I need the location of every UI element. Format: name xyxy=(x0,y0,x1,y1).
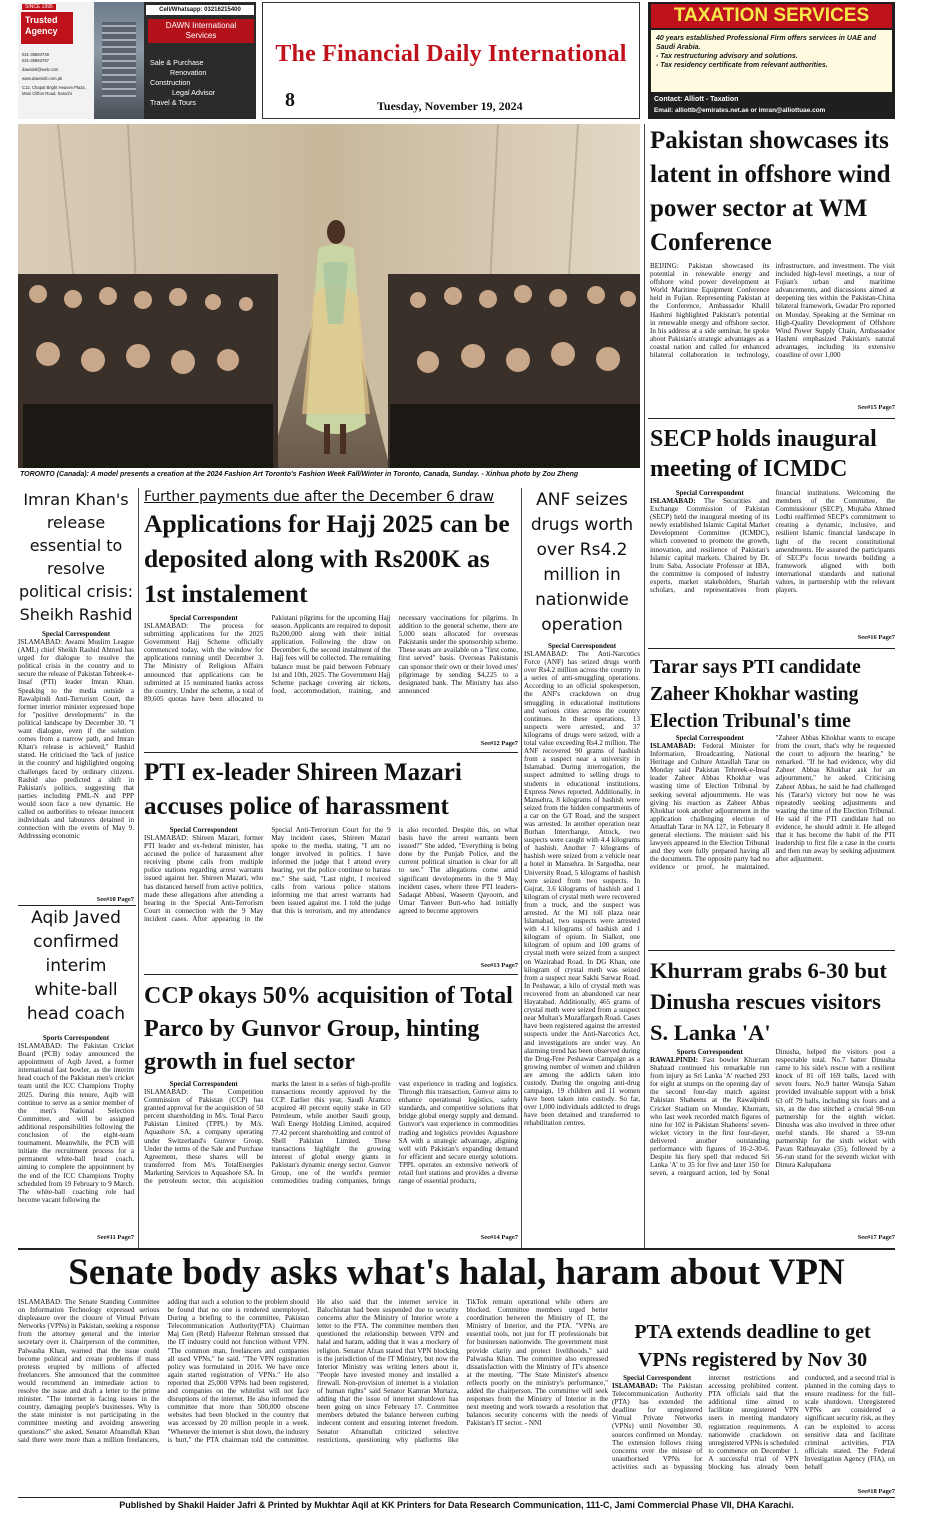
ad-tax-bullet-1: 40 years established Professional Firm offers services in UAE and Saudi Arabia. xyxy=(656,35,877,51)
imran-byline: Special Correspondent xyxy=(41,630,111,638)
divider-left-col xyxy=(138,488,139,1248)
hajj-columns xyxy=(144,614,518,740)
khurram-byline: Sports Correspondent xyxy=(676,1048,743,1056)
ad-service-3: Construction xyxy=(150,78,191,87)
imran-body: ISLAMABAD: Awami Muslim League (AML) chief Sheikh Rashid Ahmed has urged for dialogue to resolve the political crisis in the country and to secure the release of Pakistan Tehreek-e-Insaf (PTI) leader Imran Khan. Speaking to the media outside a Rawalpindi Anti-Terrorism Court, the former interior minister expressed hope for "positive developments" in the political landscape by December 30. "I want dialogue, even if the solution comes from a narrow path, and Imran Khan's release is achieved," Rashid stated. He criticised the 'lack of justice in the country' and highlighted ongoing challenges faced by ordinary citizens. Rashid also predicted a shift in Pakistan's politics, suggesting that parties including PML-N and PPP would soon face a new dynamic. He called on authorities to release innocent individuals and labourers detained in connection with the events of May 9. Addressing economic xyxy=(18,638,134,841)
hajj-body: ISLAMABAD: The process for submitting applications for the 2025 Government Hajj Scheme officially commenced today, with the window for applications running until December 3. The Ministry of Religious Affairs announced that applications can be submitted at 15 nominated banks across the country. Under the scheme, a total of 89,605 quotas have been allocated to Pakistani pilgrims for the upcoming Hajj season. Applicants are required to deposit Rs200,000 along with their initial application. Following the draw on December 6, the second instalment of the Hajj fees will be collected. The remaining balance must be paid between February 1st and 10th, 2025. The Government Hajj Scheme package covering air tickets, food, accommodation, training, and necessary vaccinations for pilgrims. In addition to the general scheme, there are 5,000 seats allocated for overseas Pakistanis under the sponsorship scheme. These seats are available on a "first come, first served" basis. Overseas Pakistanis can sponsor their own or their loved ones' pilgrimage by sending $4,225 to a designated bank. The Ministry has also announced xyxy=(144,614,518,703)
ad-brand-badge xyxy=(21,12,73,44)
ad-phone-1: 021-35864748 xyxy=(22,52,50,57)
secp-headline: SECP holds inaugural meeting of ICMDC xyxy=(650,426,877,482)
ad-phone-2: 021-35863767 xyxy=(22,58,50,63)
ad-tax-title: TAXATION SERVICES xyxy=(651,4,892,28)
ad-service-5: Travel & Tours xyxy=(150,98,196,107)
khurram-dateline: RAWALPINDI: xyxy=(650,1056,699,1064)
issue-date: Tuesday, November 19, 2024 xyxy=(377,99,523,113)
vpn-headline: Senate body asks what's halal, haram about VPN xyxy=(68,1252,845,1293)
secp-columns xyxy=(650,489,895,632)
pta-see-more[interactable]: See#18 Page7 xyxy=(857,1488,895,1495)
ad-brand-panel xyxy=(18,2,94,119)
ccp-see-more[interactable]: See#14 Page7 xyxy=(480,1234,518,1241)
divider-footer xyxy=(18,1497,895,1498)
khurram-columns xyxy=(650,1048,895,1234)
hajj-headline: Applications for Hajj 2025 can be deposited along with Rs200K as 1st instalement xyxy=(144,509,510,608)
aqib-byline: Sports Correspondent xyxy=(42,1034,110,1042)
ad-tax-email: Email: alliottb@emirates.net.ae or imran@alliottuae.com xyxy=(654,107,826,114)
photo-caption: TORONTO (Canada): A model presents a creation at the 2024 Fashion Art Toronto's Fashion Week Fall/Winter in Toronto, Canada, Sunday. - Xinhua photo by Zou Zheng xyxy=(20,471,579,478)
pta-dateline: ISLAMABAD: xyxy=(612,1382,658,1390)
hajj-see-more[interactable]: See#12 Page7 xyxy=(480,740,518,747)
ccp-columns xyxy=(144,1080,518,1234)
ccp-headline: CCP okays 50% acquisition of Total Parco by Gunvor Group, hinting growth in fuel sector xyxy=(144,983,513,1075)
ad-since: SINCE 1995 xyxy=(22,4,56,10)
tarar-byline: Special Correspondent xyxy=(675,734,744,742)
tarar-columns xyxy=(650,734,895,944)
page-number: 8 xyxy=(285,89,295,111)
mazari-body: ISLAMABAD: Shireen Mazari, former PTI leader and ex-federal minister, has accused the police of harassment after receiving phone calls from multiple police stations regarding arrest warrants issued against her. Shireen Mazari, who has distanced herself from active politics, made these allegations after attending a hearing in the Special Anti-Terrorism Court in connection with the 9 May incident cases. After appearing in the Special Anti-Terrorism Court for the 9 May incident cases, Shireen Mazari spoke to the media, stating, "I am no longer involved in politics. I have informed the judge that I attend every hearing, yet the police continue to harass me." She said, "Last night, I received calls from various police stations informing me that arrest warrants had been issued against me. I told the judge that this is terrorism, and my attendance is also recorded. Despite this, on what basis have the arrest warrants been issued?" She added, "Everything is being done by the Punjab Police, and the current political situation is clear for all to see." The allegations come amid significant developments in the 9 May incident cases, where three PTI leaders-Sadaqat Abbasi, Waseem Qayoom, and Umar Tanveer Butt-who had initially agreed to become approvers xyxy=(144,826,518,923)
ccp-body: ISLAMABAD: The Competition Commission of Pakistan (CCP) has granted approval for the acquisition of 50 percent shareholding in M/s. Total Parco Pakistan Limited (TPPL) by M/s. Aquashore SA, a company operating under Switzerland's Gunvor Group. Under the terms of the Sale and Purchase Agreement, these shares will be transferred from M/s. TotalEnergies Marketing Services to Aquashore SA. In the petroleum sector, this acquisition marks the latest in a series of high-profile transactions recently approved by the CCP. Earlier this year, Saudi Aramco acquired 40 percent equity stake in GO Petroleum, while another Saudi group, Wafi Energy Holding Limited, acquired 77.42 percent shareholding and control of Shell Pakistan Limited. These transactions highlight the growing interest of global energy giants in Pakistan's dynamic energy sector. Gunvor Group, one of the world's premier commodities trading companies, brings vast experience in trading and logistics. Through this transaction, Gunvor aims to enhance operational logistics, safety standards, and competitive solutions that bridge global energy supply and demand. Gunvor's vast experience in commodities trading and logistics provides Aquashore SA with a strategic advantage, aligning well with Pakistan's expanding demand for efficient and secure energy solutions. TPPL operates an extensive network of retail fuel stations and provides a diverse range of essential products, xyxy=(144,1080,518,1186)
imprint-footer: Published by Shakil Haider Jafri & Printed by Mukhtar Aqil at KK Printers for Data Research Communication, 111-C, Jami Commercial Phase VII, DHA Karachi. xyxy=(119,1500,794,1510)
pta-columns xyxy=(612,1374,895,1492)
ccp-story xyxy=(144,1080,518,1234)
divider-tarar xyxy=(648,950,895,951)
ad-tax-body xyxy=(651,30,892,92)
secp-story xyxy=(650,489,895,632)
ad-company: DAWN International Services xyxy=(148,19,254,43)
ad-dawn-international[interactable] xyxy=(18,2,256,119)
hajj-byline: Special Correspondent xyxy=(169,614,238,622)
anf-byline: Special Correspondent xyxy=(547,642,617,650)
mazari-see-more[interactable]: See#13 Page7 xyxy=(480,962,518,969)
anf-story xyxy=(524,642,640,1244)
khurram-see-more[interactable]: See#17 Page7 xyxy=(857,1234,895,1241)
ad-tax-bullet-3: - Tax residency certificate from relevant authorities. xyxy=(656,62,828,69)
tarar-story xyxy=(650,734,895,944)
tarar-dateline: ISLAMABAD: xyxy=(650,742,696,750)
pta-headline: PTA extends deadline to get VPNs registered by Nov 30 xyxy=(634,1321,871,1371)
ad-tax-bullet-2: - Tax restructuring advisory and solutions. xyxy=(656,53,798,60)
ad-taxation[interactable] xyxy=(648,2,895,119)
wind-body: BEIJING: Pakistan showcased its potential in renewable energy and offshore wind power development at World Maritime Equipment Conference held in Fujian. Representing Pakistan at the Conference, Ambassador Khalil Hashmi highlighted Pakistan's potential in renewable energy and offshore sector. In his address at a side seminar, he spoke about Pakistan's strategic advantages as a coastal nation and called for enhanced bilateral collaboration in technology, infrastructure, and investment. The visit included high-level meetings, a tour of Fujian's urban and maritime advancements, and discussions aimed at deepening ties within the Pakistan-China bilateral framework, Gwadar Pro reported on Monday. Speaking at the Seminar on High-Quality Development of Offshore Wind Power Supply Chain, Ambassador Hashmi emphasized Pakistan's natural advantages, including its extensive coastline of over 1,000 xyxy=(650,262,895,360)
ad-services xyxy=(150,58,254,108)
masthead xyxy=(262,2,640,119)
divider-anf-left xyxy=(521,488,522,1248)
anf-body: ISLAMABAD: The Anti-Narcotics Force (ANF) has seized drugs worth over Rs4.2 million across the country in a series of anti-smuggling operations. According to an official spokesperson, the ANF's crackdown on drug smuggling in educational institutions and various cities across the country continues. In these operations, 13 suspects were arrested, and 37 kilograms of drugs were seized, with a total value exceeding Rs4.2 million. The ANF recovered 90 grams of hashish from a suspect near a university in Islamabad. During interrogation, the suspect admitted to selling drugs to students in educational institutions, Express News reported. Additionally, in Mansehra, 8 kilograms of hashish were seized from the hidden compartments of a car on the GT Road, and the suspect was arrested. In another operation near Burhan Interchange, Attock, two suspects were caught with 4.4 kilograms of hashish. Another 7 kilograms of hashish were seized from a vehicle near a hotel in Mansehra. In Sargodha, near University Road, 5 kilograms of hashish were seized from two suspects. In Gujrat, 3.6 kilograms of hashish and 1 kilogram of crystal meth were recovered from a truck, and the suspect was arrested. At the M1 toll plaza near Islamabad, two suspects were arrested with 4.1 kilograms of hashish and 1 kilogram of opium. In Sialkot, one kilogram of opium and 100 grams of crystal meth were seized from a suspect on Wazirabad Road. In DG Khan, one kilogram of crystal meth was seized from a suspect near Sakhi Sarwar Road. In Peshawar, a kilo of crystal meth was recovered from an abandoned car near Hayatabad. Additionally, 465 grams of crystal meth were seized from a suspect near Multan's Muzaffargarh Road. Cases have been registered against the arrested suspects under the Anti-Narcotics Act, and investigations are under way. An alarming trend has been observed during the Drug-Free Peshawar Campaign as a growing number of women and children are among the addicts taken into custody. During the ongoing anti-drug campaign, 19 children and 11 women have been taken into custody. So far, over 1,000 individuals addicted to drugs have been detained and transferred to rehabilitation centres. xyxy=(524,650,640,1128)
aqib-see-more[interactable]: See#11 Page7 xyxy=(96,1234,134,1241)
divider-mazari xyxy=(144,974,518,975)
imran-see-more[interactable]: See#10 Page7 xyxy=(96,896,134,903)
pta-body: The Pakistan Telecommunication Authority (PTA) has extended the deadline for unregistered Virtual Private Networks (VPNs) until November 30, sources confirmed on Monday. The extension follows rising concerns over the misuse of unauthorised VPNs for activities such as bypassing internet restrictions and accessing prohibited content. PTA officials said that the additional time aimed to facilitate unregistered VPN users in meeting mandatory registration requirements. A nationwide crackdown on unregistered VPNs is scheduled to commence on December 1. A successful trial of VPN blocking has already been conducted, and a second trial is planned in the coming days to ensure readiness for the full-scale shutdown. Unregistered VPNs are considered a significant security risk, as they can be exploited to access sensitive data and facilitate criminal activities, PTA officials stated. The Federal Investigation Agency (FIA), on behalf xyxy=(612,1374,895,1472)
wind-headline: Pakistan showcases its latent in offshore wind power sector at WM Conference xyxy=(650,127,891,256)
imran-story xyxy=(18,630,134,898)
divider-secp xyxy=(648,648,895,649)
secp-dateline: ISLAMABAD: xyxy=(650,497,696,505)
vpn-body: ISLAMABAD: The Senate Standing Committee on Information Technology expressed serious displeasure over the closure of Virtual Private Networks (VPNs) in Pakistan, seeking a response from the attorney general and the interior secretary over it. Chairperson of the committee, Palwasha Khan, warned that the issue could become political and create problems if mass protests erupted by millions of affected freelancers. She announced that the committee would recommend an immediate action to resolve the issue and draft a letter to the prime minister. "The internet is facing issues in the country, damaging people's businesses. Why is the state minister is not participating in the committee meeting and avoiding answering questions?" she asked. Senator Afnanullah Khan said there were more than a million freelancers, adding that such a solution to the problem should be found that no one is rendered unemployed. During a briefing to the committee, Pakistan Telecommunication Authority(PTA) Chairman Maj Gen (Retd) Hafeezur Rehman stressed that the IT industry could not function without VPN. "The common man, freelancers and companies all used VPNs," he said. "The VPN registration policy was formulated in 2016. We have once again started registration of VPNs." He also reported that 25,000 VPNs had been registered, and companies on the whitelist will not face disruptions of the internet. He also informed the committee that more than 500,000 obscene websites had been blocked in the country that was accessed by 20 million people in a week. "Whenever the internet is shut down, the industry is hurt," the PTA chairman told the committee. He also said that the internet service in Balochistan had been suspended due to security concerns after the Ministry of Interior wrote a letter to the PTA. The committee members then questioned the relationship between VPN and halal and haram, adding that it was a mockery of religion. Senator Afzan stated that VPN blocking is the jurisdiction of the IT Ministry, but now the Interior Ministry was writing letters about it. "People have invested money and installed a firewall. Non-provision of internet is a violation of human rights" said Senator Kamran Murtaza, adding that the issue of internet shutdown has been going on since February 17. Committee members debated the balance between curbing indecent content and ensuring internet freedom. Senator Afnanullah criticized selective restrictions, questioning why platforms like TikTok remain operational while others are blocked. Committee members urged better coordination between the Ministry of IT, the Ministry of Interior, and the PTA. "VPNs are essential tools, not just for IT professionals but for businesses nationwide. The government must provide clarity and protect livelihoods," said Palwasha Khan. The committee also expressed dissatisfaction with the Ministry of IT's absence at the meeting. "The State Minister's absence reflects poorly on the ministry's performance," added the chairperson. The committee will seek responses from the Ministry of Interior in the next meeting and work towards a resolution that balances security concerns with the needs of Pakistan's IT sector. - NNI xyxy=(18,1298,608,1444)
fashion-photo xyxy=(18,124,640,468)
hajj-kicker: Further payments due after the December 6 draw xyxy=(144,489,495,505)
secp-see-more[interactable]: See#16 Page7 xyxy=(857,634,895,641)
mazari-story xyxy=(144,826,518,962)
hajj-story xyxy=(144,614,518,740)
ad-service-2: Renovation xyxy=(170,68,207,77)
secp-byline: Special Correspondent xyxy=(675,489,744,497)
ad-building-image xyxy=(94,2,144,119)
ad-service-4: Legal Advisor xyxy=(172,88,216,97)
masthead-title: The Financial Daily International xyxy=(275,41,627,67)
ad-address: C12, Chapal Bright Heaven Plaza, Main Clifton Road, Karachi xyxy=(22,85,86,96)
pta-story xyxy=(612,1374,895,1492)
ad-service-1: Sale & Purchase xyxy=(150,58,204,67)
aqib-body: ISLAMABAD: The Pakistan Cricket Board (PCB) today announced the appointment of Aqib Javed, a former international fast bowler, as the interim head coach of the Pakistan men's cricket team until the ICC Champions Trophy 2025. During this tenure, Aqib will continue to serve as a senior member of the men's National Selection Committee, and will be assigned additional responsibilities following the conclusion of the eight-team tournament. Meanwhile, the PCB will initiate the recruitment process for a permanent white-ball head coach, aiming to complete the appointment by the end of the ICC Champions Trophy scheduled from 19 February to 9 March. The white-ball coaching role had become vacant following the xyxy=(18,1042,134,1204)
mazari-byline: Special Correspondent xyxy=(169,826,238,834)
secp-body: The Securities and Exchange Commission of Pakistan (SECP) held the inaugural meeting of its newly established Islamic Capital Market Development Committee (ICMDC), which convened to promote the growth, innovation, and resilience of Pakistan's Islamic capital markets. Chaired by Dr. Irum Saba, Associate Professor at IBA, the committee is composed of industry experts, market stakeholders, Shariah scholars, and representatives from financial institutions. Welcoming the members of the Committee, the Commissioner (SECP), Mujtaba Ahmed Lodhi reaffirmed SECP's commitment to creating a dynamic, inclusive, and resilient Islamic financial landscape in light of the recent constitutional amendments. He assured the participants of SECP's focus towards building a framework aligned with both international standards and national values, in partnership with the relevant players. xyxy=(650,489,895,595)
ccp-byline: Special Correspondent xyxy=(169,1080,238,1088)
ad-tax-contact: Contact: Alliott - Taxation xyxy=(654,96,739,103)
tarar-headline: Tarar says PTI candidate Zaheer Khokhar wasting Election Tribunal's time xyxy=(650,657,861,732)
divider-anf-right xyxy=(644,124,645,1248)
divider-hajj xyxy=(144,752,518,753)
ad-brand-line1: Trusted xyxy=(25,15,58,25)
khurram-body: Fast bowler Khurram Shahzad continued his remarkable run from injury as Sri Lanka 'A' reached 293 for eight at stumps on the opening day of the second four-day match against Pakistan Shaheens at the Rawalpindi Cricket Stadium on Monday. Khurram, who last week recorded match figures of nine for 102 in Pakistan Shaheens' seven-wicket victory in the first four-dayer, delivered another outstanding performance with figures of 10-2-30-6. Despite his fiery spell that reduced Sri Lanka 'A' to 35 for five and later 150 for seven, a rearguard action, led by Sonal Dinusha, helped the visitors post a respectable total. No.7 batter Dinusha came to his side's rescue with a resilient knock of 81 off 169 balls, laced with seven fours. No.9 batter Wanuja Sahan provided invaluable support with a brisk 63 off 79 balls, including six fours and a six, as the duo stitched a crucial 98-run partnership for the eighth wicket. Dinusha was also involved in three other useful stands. He shared a 59-run partnership for the sixth wicket with Pavan Rathnayake (35), followed by a 56-run stand for the seventh wicket with Dinura Kalupahana xyxy=(650,1048,895,1178)
tarar-body: Federal Minister for Information, Broadcasting, National Heritage and Culture Attaullah Tarar on Monday said Pakistan Tehreek-e-Insaf leader Zaheer Abbas Khokhar was wasting time of Election Tribunal by seeking several adjournments. He was giving his reaction as Zaheer Abbas Khokhar took another adjournment in the application challenging election of Attaullah Tarar in NA 127, in February 8 general elections. The minister said his lawyers appeared in the Election Tribunal and they were fully prepared having all the documents. The opposite party had no evidence or proof, he maintained. "Zaheer Abbas Khokhar wants to escape from the court, that's why he requested the court to adjourn the hearing," he remarked. "If he had evidence, why did Zaheer Abbas Khokhar ask for an adjournment," he asked. Criticising Zaheer Abbas, he said he had challenged his (Tarar's) victory but now he was repeatedly seeking adjustments and wasting the time of the Election Tribunal. He said if the PTI candidate had no evidence, he should admit it. He alleged that it has become the habit of the PTI leadership to first file a case in the courts and then run away by seeking adjustment after adjustment. xyxy=(650,734,895,872)
divider-wind xyxy=(648,418,895,419)
ad-contacts xyxy=(22,52,92,97)
ad-web: www.dawnintl.com.pk xyxy=(22,76,63,81)
aqib-story xyxy=(18,1034,134,1234)
mazari-columns xyxy=(144,826,518,962)
khurram-headline: Khurram grabs 6-30 but Dinusha rescues visitors S. Lanka 'A' xyxy=(650,958,887,1045)
ad-brand-line2: Agency xyxy=(25,26,58,36)
imran-headline: Imran Khan's release essential to resolve political crisis: Sheikh Rashid xyxy=(18,490,133,624)
anf-headline: ANF seizes drugs worth over Rs4.2 million in nationwide operation xyxy=(530,490,634,635)
ad-cell-bar: Cell/Whatsapp: 03216215400 xyxy=(146,5,254,15)
wind-see-more[interactable]: See#15 Page7 xyxy=(857,404,895,411)
fashion-photo-image xyxy=(18,124,640,468)
aqib-headline: Aqib Javed confirmed interim white-ball head coach xyxy=(26,908,126,1024)
mazari-headline: PTI ex-leader Shireen Mazari accuses police of harassment xyxy=(144,759,462,820)
ad-email: dawnintl@web.com xyxy=(22,67,59,72)
pta-byline: Special Correspondent xyxy=(623,1374,692,1382)
khurram-story xyxy=(650,1048,895,1234)
